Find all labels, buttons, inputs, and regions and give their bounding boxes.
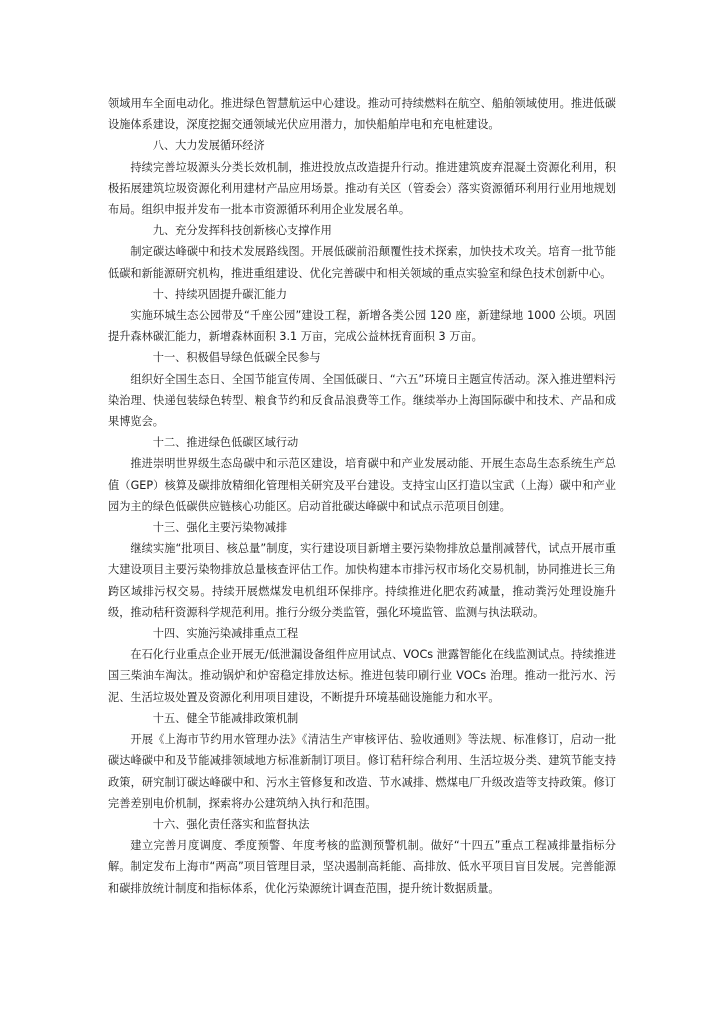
section-heading-11: 十一、积极倡导绿色低碳全民参与 — [152, 351, 321, 365]
paragraph-section-13: 继续实施“批项目、核总量”制度，实行建设项目新增主要污染物排放总量削减替代，试点开展市重大建设项目主要污染物排放总量核查评估工作。加快构建本市排污权市场化交易机制，协同推进长三角跨区域排污权交易。持续开展燃煤发电机组环保排序。持续推进化肥农药减量，推动粪污处理设施升级，推动秸秆资源科学规范利用。推行分级分类监管，强化环境监管、监测与执法联动。 — [108, 542, 616, 619]
section-heading-10: 十、持续巩固提升碳汇能力 — [152, 287, 288, 301]
section-heading-16: 十六、强化责任落实和监督执法 — [152, 817, 310, 831]
paragraph-section-10: 实施环城生态公园带及“千座公园”建设工程，新增各类公园 120 座，新建绿地 1000 公顷。巩固提升森林碳汇能力，新增森林面积 3.1 万亩，完成公益林抚育面积 3 万亩。 — [108, 309, 616, 344]
section-heading-15: 十五、健全节能减排政策机制 — [152, 711, 299, 725]
paragraph-section-11: 组织好全国生态日、全国节能宣传周、全国低碳日、“六五”环境日主题宣传活动。深入推进塑料污染治理、快递包装绿色转型、粮食节约和反食品浪费等工作。继续举办上海国际碳中和技术、产品和成果博览会。 — [108, 372, 616, 429]
section-heading-12: 十二、推进绿色低碳区域行动 — [152, 436, 299, 450]
paragraph-section-15: 开展《上海市节约用水管理办法》《清洁生产审核评估、验收通则》等法规、标准修订，启动一批碳达峰碳中和及节能减排领域地方标准新制订项目。修订秸秆综合利用、生活垃圾分类、建筑节能支持政策，研究制订碳达峰碳中和、污水主管修复和改造、节水减排、燃煤电厂升级改造等支持政策。修订完善差别电价机制，探索将办公建筑纳入执行和范围。 — [108, 733, 616, 810]
paragraph-section-12: 推进崇明世界级生态岛碳中和示范区建设，培育碳中和产业发展动能、开展生态岛生态系统生产总值（GEP）核算及碳排放精细化管理相关研究及平台建设。支持宝山区打造以宝武（上海）碳中和产业园为主的绿色低碳供应链核心功能区。启动首批碳达峰碳中和试点示范项目创建。 — [108, 457, 616, 513]
paragraph-section-8: 持续完善垃圾源头分类长效机制，推进投放点改造提升行动。推进建筑废弃混凝土资源化利用，积极拓展建筑垃圾资源化利用建材产品应用场景。推动有关区（管委会）落实资源循环利用行业用地规划布局。组织申报并发布一批本市资源循环利用企业发展名单。 — [108, 160, 616, 217]
document-page — [108, 93, 616, 899]
section-heading-9: 九、充分发挥科技创新核心支撑作用 — [152, 224, 332, 238]
section-heading-14: 十四、实施污染减排重点工程 — [152, 627, 299, 641]
section-heading-8: 八、大力发展循环经济 — [152, 139, 265, 153]
paragraph-section-14: 在石化行业重点企业开展无/低泄漏设备组件应用试点、VOCs 泄露智能化在线监测试点。持续推进国三柴油车淘汰。推动锅炉和炉窑稳定排放达标。推进包装印刷行业 VOCs 治理。推动一批污水、污泥、生活垃圾处置及资源化利用项目建设，不断提升环境基础设施能力和水平。 — [108, 648, 616, 704]
paragraph-section-16: 建立完善月度调度、季度预警、年度考核的监测预警机制。做好“十四五”重点工程减排量指标分解。制定发布上海市“两高”项目管理目录，坚决遏制高耗能、高排放、低水平项目盲目发展。完善能源和碳排放统计制度和指标体系，优化污染源统计调查范围，提升统计数据质量。 — [108, 839, 616, 895]
section-heading-13: 十三、强化主要污染物减排 — [152, 521, 288, 535]
paragraph-continuation: 领域用车全面电动化。推进绿色智慧航运中心建设。推动可持续燃料在航空、船舶领域使用。推进低碳设施体系建设，深度挖掘交通领域光伏应用潜力，加快船舶岸电和充电桩建设。 — [108, 97, 616, 132]
paragraph-section-9: 制定碳达峰碳中和技术发展路线图。开展低碳前沿颠覆性技术探索，加快技术攻关。培育一批节能低碳和新能源研究机构，推进重组建设、优化完善碳中和相关领域的重点实验室和绿色技术创新中心。 — [108, 245, 616, 280]
